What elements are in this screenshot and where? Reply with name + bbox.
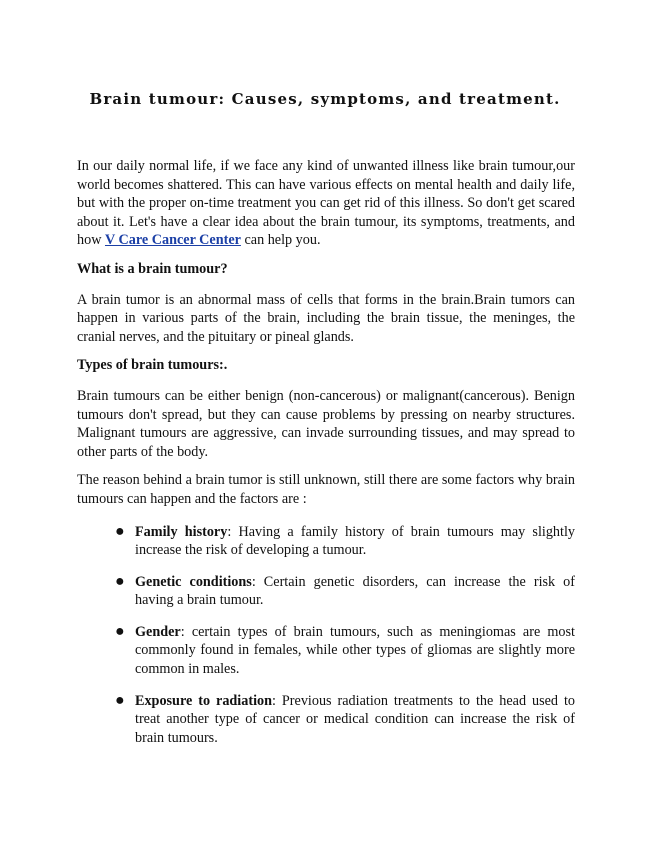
list-item: ● Exposure to radiation: Previous radiation treatments to the head used to treat another type of cancer or medical condition can increase the risk of brain tumours. bbox=[115, 691, 575, 746]
bullet-icon: ● bbox=[115, 522, 125, 540]
types-paragraph: Brain tumours can be either benign (non-cancerous) or malignant(cancerous). Benign tumours don't spread, but they can cause problems by pressing on nearby structures. Malignant tumours are aggressive, can invade surrounding tissues, and may spread to other parts of the body. bbox=[77, 387, 575, 460]
list-item: ● Gender: certain types of brain tumours, such as meningiomas are most commonly found in females, while other types of gliomas are slightly more common in males. bbox=[115, 622, 575, 678]
list-item: ● Family history: Having a family history of brain tumours may slightly increase the risk of developing a tumour. bbox=[115, 522, 575, 559]
what-is-paragraph: A brain tumor is an abnormal mass of cells that forms in the brain.Brain tumors can happen in various parts of the brain, including the brain tissue, the meninges, the cranial nerves, and the pituitary or pineal glands. bbox=[77, 291, 575, 345]
intro-text-end: can help you. bbox=[240, 232, 321, 249]
factor-list bbox=[77, 523, 575, 748]
factor-description: certain types of brain tumours, such as meningiomas are most commonly found in females, while other types of gliomas are slightly more common in males. bbox=[135, 623, 575, 678]
types-heading: Types of brain tumours:. bbox=[77, 357, 228, 374]
bullet-icon: ● bbox=[115, 622, 125, 640]
factor-description: Previous radiation treatments to the head used to treat another type of cancer or medical condition can increase the risk of brain tumours. bbox=[135, 692, 575, 746]
reason-paragraph: The reason behind a brain tumor is still unknown, still there are some factors why brain tumours can happen and the factors are : bbox=[77, 472, 575, 507]
intro-paragraph bbox=[77, 157, 575, 250]
bullet-icon: ● bbox=[115, 691, 125, 709]
what-is-heading: What is a brain tumour? bbox=[77, 260, 228, 277]
factor-name: Exposure to radiation bbox=[135, 692, 272, 709]
factor-name: Family history bbox=[135, 523, 228, 540]
page-title: Brain tumour: Causes, symptoms, and treatment. bbox=[89, 90, 561, 108]
intro-text: In our daily normal life, if we face any kind of unwanted illness like brain tumour,our world becomes shattered. This can have various effects on mental health and daily life, but with the proper on-time treatment you can get rid of this illness. So don't get scared about it. Let's have a clear idea about the brain tumour, its symptoms, treatments, and how bbox=[77, 158, 575, 249]
factor-name: Genetic conditions bbox=[135, 573, 252, 590]
factor-name: Gender bbox=[135, 623, 181, 640]
v-care-cancer-center-link[interactable]: V Care Cancer Center bbox=[104, 232, 241, 249]
list-item: ● Genetic conditions: Certain genetic disorders, can increase the risk of having a brain tumour. bbox=[115, 572, 575, 609]
document-body bbox=[77, 157, 575, 760]
bullet-icon: ● bbox=[115, 572, 125, 590]
factor-description: Certain genetic disorders, can increase the risk of having a brain tumour. bbox=[135, 573, 575, 609]
factor-description: Having a family history of brain tumours may slightly increase the risk of developing a tumour. bbox=[135, 523, 575, 559]
